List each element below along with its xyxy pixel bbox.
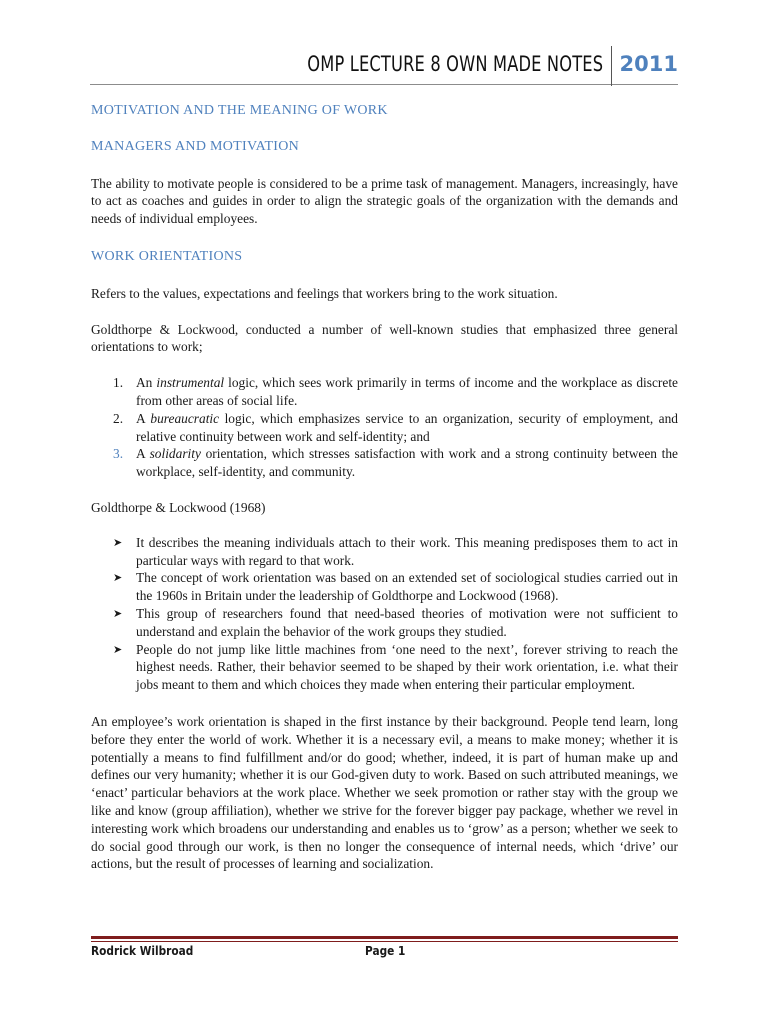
list-item [91, 569, 678, 605]
managers-paragraph: The ability to motivate people is considered to be a prime task of management. Managers, increasingly, have to act as coaches and guides in order to align the strategic goals of the organization with the demands and needs of individual employees. [91, 175, 678, 227]
orientation-item [91, 374, 678, 410]
list-item [91, 534, 678, 570]
orientation-term: instrumental [156, 375, 225, 391]
page-header [90, 46, 678, 85]
citation: Goldthorpe & Lockwood (1968) [91, 499, 266, 515]
orientation-prefix: An [136, 375, 157, 391]
orientation-list [91, 374, 678, 481]
orientation-prefix: A [136, 446, 150, 462]
managers-heading: MANAGERS AND MOTIVATION [91, 138, 300, 154]
header-year: 2011 [619, 52, 678, 76]
orientation-prefix: A [136, 410, 151, 426]
list-item [91, 641, 678, 694]
bullet-text: This group of researchers found that need-based theories of motivation were not sufficient to understand and explain the behavior of the work groups they studied. [136, 605, 678, 639]
orientation-item [91, 410, 678, 446]
list-number: 2. [113, 410, 124, 426]
closing-paragraph: An employee’s work orientation is shaped in the first instance by their background. People tend learn, long before they enter the world of work. Whether it is a necessary evil, a means to make money; whether it is potentially a means to find fulfillment and/or do good; whether, indeed, it is part of human make up and defines our very humanity; whether it is our God-given duty to work. Based on such attributed meanings, we ‘enact’ particular behaviors at the work place. Whether we seek promotion or rather stay with the group we like and know (group affiliation), whether we strive for the forever bigger pay package, whether we revel in interesting work which broadens our understanding and enables us to ‘grow’ as a person; whether we seek to do social good through our work, is then no longer the consequence of internal needs, which ‘drive’ our actions, but the result of processes of learning and socialization. [91, 713, 678, 872]
section-title: MOTIVATION AND THE MEANING OF WORK [91, 103, 388, 118]
list-number: 3. [113, 446, 124, 462]
orientation-text: logic, which sees work primarily in terms of income and the workplace as discrete from other areas of social life. [136, 375, 679, 408]
work-orientations-intro: Refers to the values, expectations and feelings that workers bring to the work situation. [91, 285, 558, 301]
list-item [91, 605, 678, 641]
goldthorpe-intro: Goldthorpe & Lockwood, conducted a number of well-known studies that emphasized three general orientations to work; [91, 321, 678, 355]
footer-rule-thin [91, 941, 678, 942]
arrowhead-bullet-icon: ➤ [113, 535, 123, 549]
list-number: 1. [113, 375, 124, 391]
work-orientations-heading: WORK ORIENTATIONS [91, 248, 243, 264]
header-title: OMP LECTURE 8 OWN MADE NOTES [307, 52, 604, 76]
footer-rule-thick [91, 936, 678, 939]
bullet-text: People do not jump like little machines from ‘one need to the next’, forever striving to reach the highest needs. Rather, their behavior seemed to be shaped by their work orientation, i.e. what their jobs meant to them and which choices they made when entering their particular employment. [136, 641, 678, 693]
bullet-list [91, 534, 678, 694]
orientation-text: orientation, which stresses satisfaction with work and a strong continuity between the workplace, self-identity, and community. [136, 446, 678, 480]
bullet-text: The concept of work orientation was based on an extended set of sociological studies carried out in the 1960s in Britain under the leadership of Goldthorpe and Lockwood (1968). [136, 570, 678, 604]
footer-author: Rodrick Wilbroad [91, 944, 194, 958]
orientation-item [91, 445, 678, 481]
bullet-text: It describes the meaning individuals attach to their work. This meaning predisposes them to act in particular ways with regard to that work. [136, 534, 678, 568]
arrowhead-bullet-icon: ➤ [113, 571, 123, 585]
orientation-term: bureaucratic [150, 410, 220, 426]
orientation-text: logic, which emphasizes service to an organization, security of employment, and relative continuity between work and self-identity; and [136, 410, 679, 444]
orientation-term: solidarity [149, 446, 201, 462]
arrowhead-bullet-icon: ➤ [113, 642, 123, 656]
page-number: Page 1 [365, 944, 406, 958]
arrowhead-bullet-icon: ➤ [113, 606, 123, 620]
page-body [91, 100, 678, 873]
